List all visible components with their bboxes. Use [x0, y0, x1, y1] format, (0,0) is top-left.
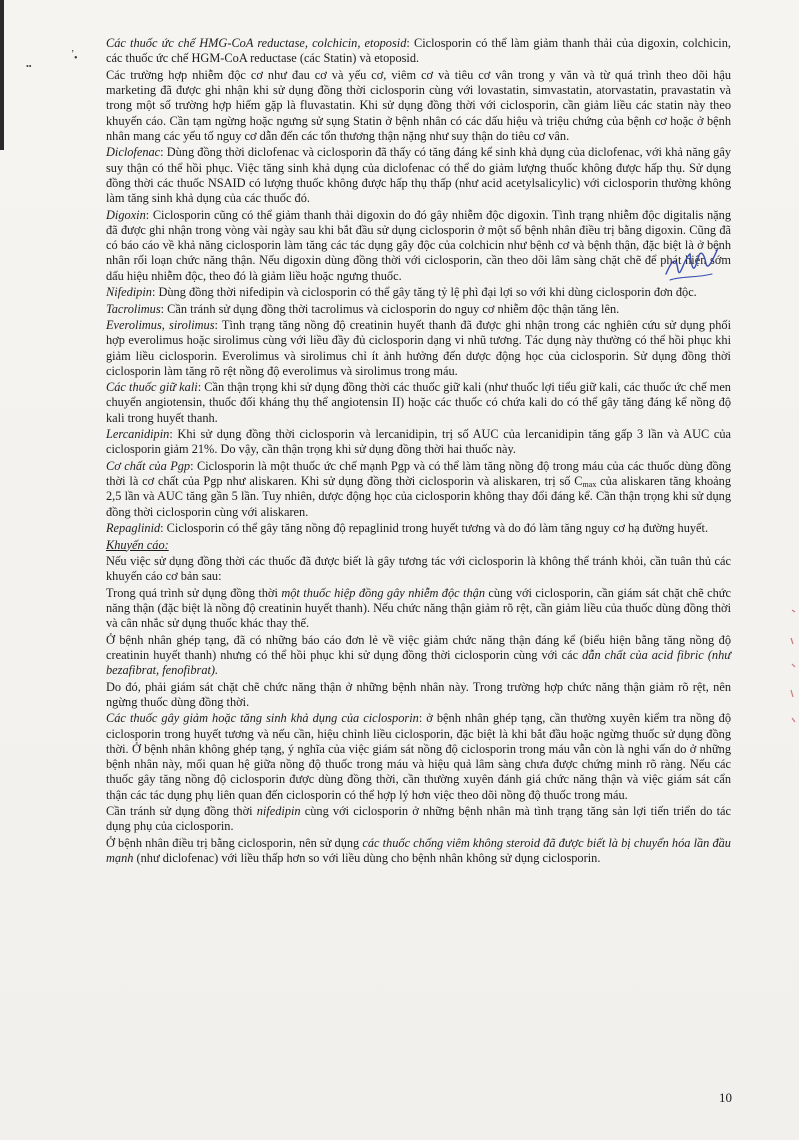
- paragraph-p17: [106, 711, 731, 803]
- subscript-text: max: [582, 480, 597, 490]
- paragraph-p6: [106, 302, 731, 317]
- paragraph-p1: [106, 36, 731, 67]
- body-text: : Dùng đồng thời diclofenac và ciclosporin đã thấy có tăng đáng kể sinh khả dụng của diclofenac, với khả năng gây suy thận có thể hồi phục. Việc tăng sinh khả dụng của diclofenac có thể do giảm lượng thuốc không được hấp thụ. Sử dụng đồng thời các thuốc NSAID có lượng thuốc không được hấp thụ thấp (như acid acetylsalicylic) với ciclosporin thường không làm tăng sinh khả dụng của các thuốc đó.: [106, 145, 731, 206]
- emphasis-text: Các thuốc ức chế HMG-CoA reductase, colchicin, etoposid: [106, 36, 407, 50]
- body-text: Do đó, phải giám sát chặt chẽ chức năng thận ở những bệnh nhân này. Trong trường hợp chức năng thận giảm rõ rệt, nên ngừng thuốc dùng đồng thời.: [106, 679, 731, 709]
- emphasis-text: Digoxin: [106, 207, 146, 222]
- body-text: Ở bệnh nhân điều trị bằng ciclosporin, nên sử dụng: [106, 835, 363, 850]
- body-text: : ở bệnh nhân ghép tạng, cần thường xuyên kiểm tra nồng độ ciclosporin trong huyết tương và nếu cần, hiệu chỉnh liều ciclosporin, đặc biệt là khi bắt đầu hoặc ngừng thuốc sử dụng đồng thời. Ở bệnh nhân không ghép tạng, ý nghĩa của việc giám sát nồng độ ciclosporin trong máu vẫn còn là nghi vấn do ở những bệnh nhân này, mối quan hệ giữa nồng độ thuốc trong máu và hiệu quả lâm sàng chưa được chứng minh rõ ràng. Nếu các thuốc gây tăng nồng độ ciclosporin được dùng đồng thời, cần thường xuyên đánh giá chức năng thận và việc giám sát cẩn thận các tác dụng phụ liên quan đến ciclosporin có thể hợp lý hơn việc theo dõi nồng độ thuốc trong máu.: [106, 711, 731, 802]
- emphasis-text: một thuốc hiệp đồng gây nhiễm độc thận: [281, 585, 485, 600]
- emphasis-text: Everolimus, sirolimus: [106, 317, 215, 332]
- paragraph-p12: [106, 538, 731, 553]
- emphasis-text: các thuốc chống viêm không steroid đã được biết là bị chuyển hóa lần đầu mạnh: [106, 835, 731, 866]
- body-text: Các trường hợp nhiễm độc cơ như đau cơ và yếu cơ, viêm cơ và tiêu cơ vân trong y văn và từ quá trình theo dõi hậu marketing đã được ghi nhận khi sử dụng đồng thời ciclosporin cùng với lovastatin, simvastatin, atorvastatin, pravastatin và trong một số trường hợp hiếm gặp là fluvastatin. Khi sử dụng đồng thời với ciclosporin, cần giảm liều các statin này theo khuyến cáo. Cần tạm ngừng hoặc ngưng sử sụng Statin ở bệnh nhân có các dấu hiệu và triệu chứng của bệnh cơ hoặc ở bệnh nhân mang các yếu tố nguy cơ dẫn đến các tổn thương thận nặng như suy thận do tiêu cơ vân.: [106, 67, 731, 143]
- body-text: : Tình trạng tăng nồng độ creatinin huyết thanh đã được ghi nhận trong các nghiên cứu sử dụng phối hợp everolimus hoặc sirolimus cùng với liều đầy đủ ciclosporin dạng vi nhũ tương. Tác dụng này thường có thể hồi phục khi giảm liều ciclosporin. Everolimus và sirolimus chỉ ít ảnh hưởng đến dược động học của ciclosporin. Sử dụng đồng thời ciclosporin làm tăng rõ rệt nồng độ everolimus và sirolimus trong máu.: [106, 317, 731, 378]
- paragraph-p7: [106, 318, 731, 379]
- emphasis-text: Cơ chất của Pgp: [106, 458, 191, 473]
- body-text: : Dùng đồng thời nifedipin và ciclosporin có thể gây tăng tỷ lệ phì đại lợi so với khi dùng ciclosporin đơn độc.: [151, 285, 697, 300]
- emphasis-text: Nifedipin: [106, 285, 152, 300]
- emphasis-text: Các thuốc giữ kali: [106, 380, 198, 395]
- body-text: cùng với ciclosporin ở những bệnh nhân mà tình trạng tăng sản lợi tiến triển do tác dụng phụ của ciclosporin.: [106, 804, 731, 834]
- body-text: (như diclofenac) với liều thấp hơn so với liều dùng cho bệnh nhân không sử dụng ciclosporin.: [133, 851, 601, 866]
- paragraph-p18: [106, 804, 731, 835]
- paragraph-p8: [106, 380, 731, 426]
- paragraph-p16: [106, 680, 731, 711]
- emphasis-text: Các thuốc gây giảm hoặc tăng sinh khả dụng của ciclosporin: [106, 711, 419, 726]
- emphasis-text: Repaglinid: [106, 521, 161, 536]
- emphasis-text: nifedipin: [256, 804, 301, 819]
- scan-speck: •: [74, 53, 78, 64]
- paragraph-p15: [106, 633, 731, 679]
- page-number: 10: [719, 1090, 732, 1105]
- body-text: : Ciclosporin cũng có thể giảm thanh thải digoxin do đó gây nhiễm độc digoxin. Tình trạng nhiễm độc digitalis nặng đã được ghi nhận trong vòng vài ngày sau khi bắt đầu sử dụng ciclosporin ở một số bệnh nhân điều trị bằng digoxin. Cũng đã có báo cáo về khả năng ciclosporin làm tăng các tác dụng gây độc của colchicin như bệnh cơ và bệnh thận, đặc biệt là ở bệnh nhân rối loạn chức năng thận. Nếu digoxin dùng đồng thời với ciclosporin, cần theo dõi lâm sàng chặt chẽ để phát hiện sớm dấu hiệu nhiễm độc, theo đó là giảm liều hoặc ngưng thuốc.: [106, 207, 731, 283]
- emphasis-text: Khuyến cáo:: [106, 537, 169, 552]
- paragraph-p4: [106, 208, 731, 284]
- emphasis-text: dẫn chất của acid fibric (như bezafibrat, fenofibrat).: [106, 647, 732, 678]
- paragraph-p3: [106, 145, 731, 206]
- body-text: cùng với ciclosporin, cần giám sát chặt chẽ chức năng thận (đặc biệt là nồng độ creatinin huyết thanh). Nếu chức năng thận giảm rõ rệt, cần giảm liều của thuốc dùng đồng thời và cân nhắc sử dụng thuốc khác thay thế.: [106, 585, 731, 631]
- body-text: : Cần tránh sử dụng đồng thời tacrolimus và ciclosporin do nguy cơ nhiễm độc thận tăng lên.: [160, 301, 620, 316]
- scan-edge-mark: [0, 0, 4, 150]
- document-body: [106, 36, 731, 868]
- paragraph-p13: [106, 554, 731, 585]
- emphasis-text: Diclofenac: [106, 145, 161, 160]
- body-text: : Ciclosporin là một thuốc ức chế mạnh Pgp và có thể làm tăng nồng độ trong máu của các thuốc dùng đồng thời là cơ chất của Pgp như aliskaren. Khi sử dụng đồng thời ciclosporin và aliskaren, trị số C: [106, 458, 732, 489]
- emphasis-text: Lercanidipin: [106, 427, 170, 442]
- body-text: Trong quá trình sử dụng đồng thời: [106, 585, 282, 600]
- paragraph-p9: [106, 427, 731, 458]
- body-text: Cần tránh sử dụng đồng thời: [106, 804, 257, 819]
- paragraph-p11: [106, 521, 731, 536]
- paragraph-p19: [106, 836, 731, 867]
- body-text: : Ciclosporin có thể làm giảm thanh thải của digoxin, colchicin, các thuốc ức chế HGM-CoA reductase (các Statin) và etoposid.: [106, 36, 731, 66]
- scan-speck: ••: [26, 62, 32, 71]
- paragraph-p5: [106, 285, 731, 300]
- body-text: : Ciclosporin có thể gây tăng nồng độ repaglinid trong huyết tương và do đó làm tăng nguy cơ hạ đường huyết.: [160, 521, 709, 536]
- body-text: của aliskaren tăng khoảng 2,5 lần và AUC tăng gần 5 lần. Tuy nhiên, dược động học của ciclosporin không thay đổi đáng kể. Cần thận trọng khi sử dụng đồng thời ciclosporin cùng với aliskaren.: [106, 474, 731, 519]
- paragraph-p10: [106, 459, 731, 520]
- handwritten-signature: [662, 240, 722, 290]
- body-text: : Cần thận trọng khi sử dụng đồng thời các thuốc giữ kali (như thuốc lợi tiểu giữ kali, các thuốc ức chế men chuyển angiotensin, thuốc đối kháng thụ thể angiotensin II) hoặc các thuốc có chứa kali do có thể gây tăng đáng kể nồng độ kali trong huyết thanh.: [106, 380, 731, 425]
- emphasis-text: Tacrolimus: [106, 301, 161, 316]
- scan-speck: ‚: [71, 43, 75, 54]
- body-text: Ở bệnh nhân ghép tạng, đã có những báo cáo đơn lẻ về việc giảm chức năng thận đáng kể (biểu hiện bằng tăng nồng độ creatinin huyết thanh) nhưng có thể hồi phục khi sử dụng đồng thời ciclosporin cùng với các: [106, 632, 731, 662]
- body-text: Nếu việc sử dụng đồng thời các thuốc đã được biết là gây tương tác với ciclosporin là không thể tránh khỏi, cần tuân thủ các khuyến cáo cơ bản sau:: [106, 553, 731, 584]
- margin-binding-marks: [786, 600, 798, 740]
- paragraph-p14: [106, 586, 731, 632]
- paragraph-p2: [106, 68, 731, 144]
- body-text: : Khi sử dụng đồng thời ciclosporin và lercanidipin, trị số AUC của lercanidipin tăng gấp 3 lần và AUC của ciclosporin giảm 21%. Do vậy, cần thận trọng khi sử dụng đồng thời hai thuốc này.: [106, 427, 731, 457]
